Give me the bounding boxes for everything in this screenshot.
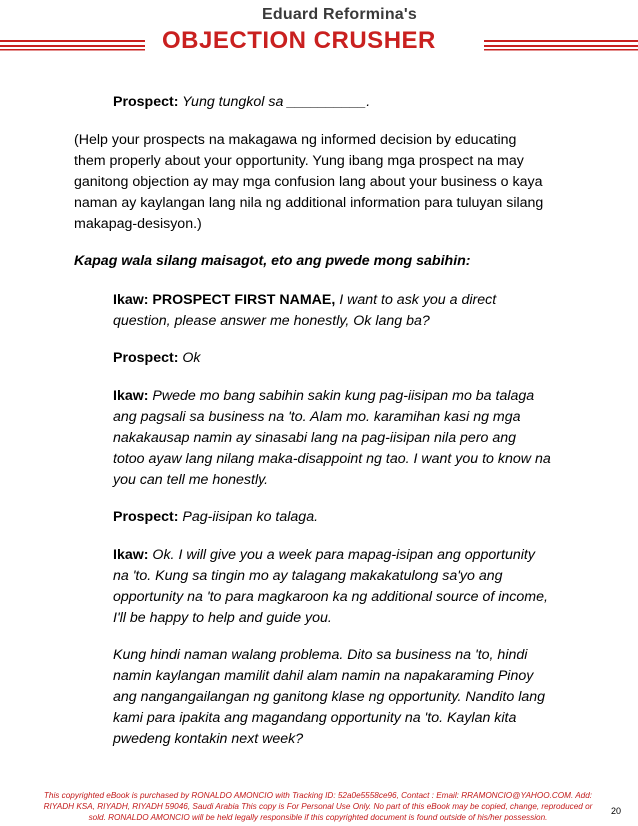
ikaw-line: you can tell me honestly. bbox=[113, 472, 269, 488]
header-title: OBJECTION CRUSHER bbox=[162, 27, 436, 54]
page-number: 20 bbox=[611, 806, 622, 816]
ikaw-line bbox=[113, 545, 535, 565]
copyright-line: RIYADH KSA, RIYADH, RIYADH 59046, Saudi Arabia This copy is For Personal Use Only. No part of this eBook may be copied, change, reproduced or bbox=[43, 802, 593, 811]
ikaw-line bbox=[113, 290, 496, 310]
help-line: naman ay kaylangan lang nila ng additional information para tuluyan silang bbox=[74, 195, 544, 211]
ikaw-line: ang pagsali sa business na 'to. Alam mo. karamihan kasi ng mga bbox=[113, 409, 521, 425]
closing-line: ang nangangailangan ng ganitong klase ng opportunity. Nandito lang bbox=[113, 689, 546, 705]
prospect-label: Prospect: bbox=[113, 509, 179, 525]
ikaw-label: Ikaw: bbox=[113, 547, 149, 563]
copyright-line: This copyrighted eBook is purchased by RONALDO AMONCIO with Tracking ID: 52a0e5558ce96, Contact : Email: RRAMONCIO@YAHOO.COM. Add: bbox=[43, 791, 593, 800]
ikaw-label: Ikaw: PROSPECT FIRST NAMAE, bbox=[113, 292, 336, 308]
ikaw-label: Ikaw: bbox=[113, 388, 149, 404]
ikaw-line: question, please answer me honestly, Ok lang ba? bbox=[113, 313, 430, 329]
prospect-line-1 bbox=[113, 92, 370, 112]
closing-line: namin kaylangan mamilit dahil alam namin na napakaraming Pinoy bbox=[113, 668, 534, 684]
ikaw-line: I'll be happy to help and guide you. bbox=[113, 610, 332, 626]
closing-line: Kung hindi naman walang problema. Dito sa business na 'to, hindi bbox=[113, 647, 528, 663]
prospect-line-3 bbox=[113, 507, 318, 527]
prospect-text: Yung tungkol sa __________. bbox=[178, 94, 371, 110]
copyright-line: sold. RONALDO AMONCIO will be held legally responsible if this copyrighted document is found outside of his/her possession. bbox=[88, 813, 548, 822]
prospect-label: Prospect: bbox=[113, 350, 179, 366]
header-stripe-right bbox=[484, 38, 638, 52]
header-stripe-left bbox=[0, 38, 145, 52]
ikaw-line: na 'to. Kung sa tingin mo ay talagang makakatulong sa'yo ang bbox=[113, 568, 503, 584]
copyright-notice bbox=[28, 790, 608, 823]
ikaw-text: Pwede mo bang sabihin sakin kung pag-iisipan mo ba talaga bbox=[148, 388, 535, 404]
prospect-text: Ok bbox=[178, 350, 201, 366]
page-header bbox=[0, 0, 638, 60]
prospect-label: Prospect: bbox=[113, 94, 179, 110]
help-line: (Help your prospects na makagawa ng informed decision by educating bbox=[74, 132, 517, 148]
prospect-text: Pag-iisipan ko talaga. bbox=[178, 509, 319, 525]
section-heading: Kapag wala silang maisagot, eto ang pwede mong sabihin: bbox=[74, 253, 471, 269]
ikaw-line: opportunity na 'to para magkaroon ka ng additional source of income, bbox=[113, 589, 548, 605]
prospect-line-2 bbox=[113, 348, 201, 368]
help-line: makapag-desisyon.) bbox=[74, 216, 202, 232]
closing-line: pwedeng kontakin next week? bbox=[113, 731, 304, 747]
ikaw-line: nakakausap namin ay sinasabi lang na pag-iisipan nila pero ang bbox=[113, 430, 517, 446]
closing-line: kami para ipakita ang magandang opportunity na 'to. Kaylan kita bbox=[113, 710, 517, 726]
help-line: ganitong objection ay may mga confusion lang about your business o kaya bbox=[74, 174, 543, 190]
ikaw-text: I want to ask you a direct bbox=[335, 292, 497, 308]
ikaw-text: Ok. I will give you a week para mapag-isipan ang opportunity bbox=[148, 547, 535, 563]
help-line: them properly about your opportunity. Yung ibang mga prospect na may bbox=[74, 153, 524, 169]
ikaw-line: totoo ayaw lang nilang maka-disappoint ng tao. I want you to know na bbox=[113, 451, 551, 467]
ikaw-line bbox=[113, 386, 534, 406]
header-author: Eduard Reformina's bbox=[262, 6, 417, 23]
